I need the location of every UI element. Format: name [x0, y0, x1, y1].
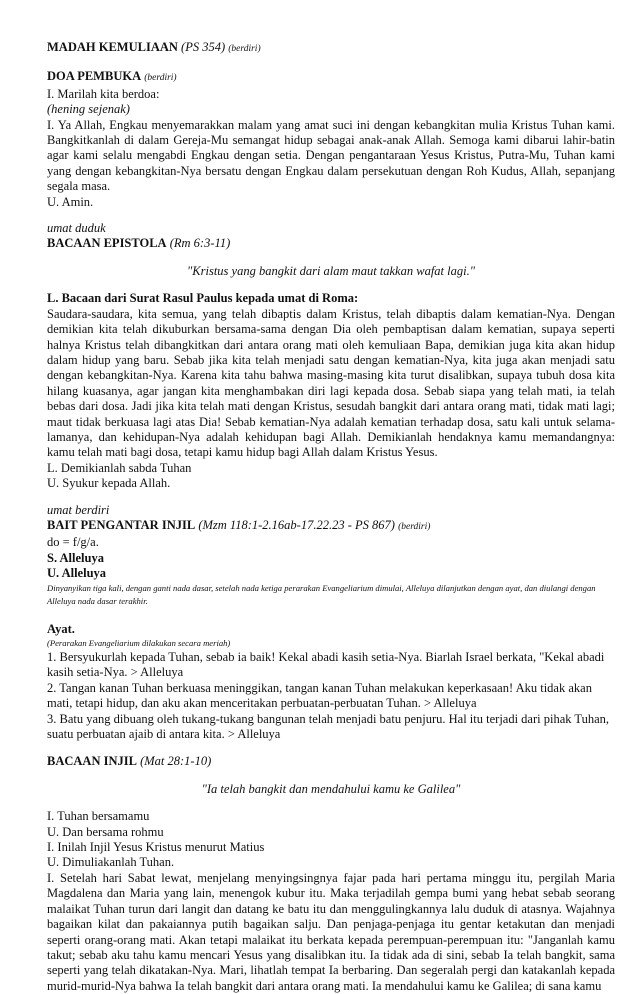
ayat-verse-2: 2. Tangan kanan Tuhan berkuasa meninggikan, tangan kanan Tuhan melakukan keperkasaan! Aku tidak akan mati, tetapi hidup, dan aku akan menceritakan perbuatan-perbuatan Tuhan. > Alleluya	[47, 680, 592, 711]
doa-invite: I. Marilah kita berdoa:	[47, 86, 160, 101]
injil-title: BACAAN INJIL	[47, 754, 137, 769]
ayat-verse-1: 1. Bersyukurlah kepada Tuhan, sebab ia baik! Kekal abadi kasih setia-Nya. Biarlah Israel berkata, "Kekal abadi kasih setia-Nya. > Alleluya	[47, 650, 605, 680]
doa-note: (berdiri)	[144, 73, 177, 84]
epistola-header	[47, 236, 615, 251]
bait-u: U. Alleluya	[47, 566, 107, 581]
epistola-heading: L. Bacaan dari Surat Rasul Paulus kepada umat di Roma:	[47, 291, 359, 306]
madah-title: MADAH KEMULIAAN	[47, 40, 178, 54]
doa-silence: (hening sejenak)	[47, 102, 130, 117]
doa-prayer: I. Ya Allah, Engkau menyemarakkan malam yang amat suci ini dengan kebangkitan mulia Kristus Tuhan kami. Bangkitkanlah di dalam Gereja-Mu semangat hidup sebagai anak-anak Allah. Semoga kami dibarui lahir-batin agar kami selalu mengabdi Engkau dengan setia. Dengan pengantaraan Yesus Kristus, Putra-Mu, Tuhan kami yang dengan kebangkitan-Nya bersatu dengan Engkau dalam persekutuan dengan Roh Kudus, Allah, sepanjang segala masa.	[47, 117, 615, 194]
injil-line-4: U. Dimuliakanlah Tuhan.	[47, 855, 175, 870]
epistola-posture: umat duduk	[47, 221, 106, 236]
madah-header	[47, 40, 615, 57]
bait-note: (berdiri)	[398, 521, 431, 532]
madah-ref: (PS 354)	[181, 40, 226, 54]
madah-note: (berdiri)	[228, 44, 261, 54]
bait-header	[47, 518, 615, 535]
injil-line-3: I. Inilah Injil Yesus Kristus menurut Matius	[47, 840, 265, 855]
bait-ref: (Mzm 118:1-2.16ab-17.22.23 - PS 867)	[198, 517, 395, 532]
injil-ref: (Mat 28:1-10)	[140, 754, 212, 769]
bait-instruction: Dinyanyikan tiga kali, dengan ganti nada dasar, setelah nada ketiga perarakan Evangeliarium dimulai, Alleluya dilanjutkan dengan ayat, dan diulangi dengan Alleluya nada dasar terakhir.	[47, 582, 596, 606]
epistola-text: Saudara-saudara, kita semua, yang telah dibaptis dalam Kristus, telah dibaptis dalam kematian-Nya. Dengan demikian kita telah dikuburkan bersama-sama dengan Dia oleh pembaptisan dalam kematian, supaya seperti halnya Kristus telah dibangkitkan dari antara orang mati oleh kemuliaan Bapa, demikian juga kita akan hidup dalam hidup yang baru. Sebab jika kita telah menjadi satu dengan kematian-Nya, kita juga akan menjadi satu dengan kebangkitan-Nya. Karena kita tahu bahwa masing-masing kita turut disalibkan, supaya tubuh dosa kita hilang kuasanya, agar jangan kita menghambakan diri lagi kepada dosa. Sebab siapa yang telah mati, ia telah bebas dari dosa. Jadi jika kita telah mati dengan Kristus, sesudah bangkit dari antara orang mati, tidak mati lagi; maut tidak berkuasa lagi atas Dia! Sebab kematian-Nya adalah kematian terhadap dosa, satu kali untuk selama-lamanya, dan kehidupan-Nya adalah kehidupan bagi Allah. Demikianlah hendaknya kamu memandangnya: kamu telah mati bagi dosa, tetapi kamu hidup bagi Allah dalam Kristus Yesus.	[47, 306, 615, 460]
ayat-verse-3: 3. Batu yang dibuang oleh tukang-tukang bangunan telah menjadi batu penjuru. Hal itu terjadi dari pihak Tuhan, suatu perbuatan ajaib di antara kita. > Alleluya	[47, 711, 610, 742]
injil-header	[47, 754, 615, 769]
injil-theme: "Ia telah bangkit dan mendahului kamu ke Galilea"	[201, 781, 461, 796]
ayat-title: Ayat.	[47, 621, 75, 636]
injil-line-1: I. Tuhan bersamamu	[47, 809, 150, 824]
doa-amen: U. Amin.	[47, 194, 94, 209]
bait-title: BAIT PENGANTAR INJIL	[47, 517, 196, 532]
epistola-closing-u: U. Syukur kepada Allah.	[47, 476, 171, 491]
doa-title: DOA PEMBUKA	[47, 69, 142, 84]
bait-posture: umat berdiri	[47, 502, 110, 517]
epistola-closing-l: L. Demikianlah sabda Tuhan	[47, 460, 192, 475]
epistola-ref: (Rm 6:3-11)	[169, 236, 231, 251]
injil-text: I. Setelah hari Sabat lewat, menjelang menyingsingnya fajar pada hari pertama minggu itu, pergilah Maria Magdalena dan Maria yang lain, menengok kubur itu. Maka terjadilah gempa bumi yang hebat sebab seorang malaikat Tuhan turun dari langit dan datang ke batu itu dan menggulingkannya lalu duduk di atasnya. Wajahnya bagaikan kilat dan pakaiannya putih bagaikan salju. Dan penjaga-penjaga itu gentar ketakutan dan menjadi seperti orang-orang mati. Akan tetapi malaikat itu berkata kepada perempuan-perempuan itu: "Janganlah kamu takut; sebab aku tahu kamu mencari Yesus yang disalibkan itu. Ia tidak ada di sini, sebab Ia telah bangkit, sama seperti yang telah dikatakan-Nya. Mari, lihatlah tempat Ia berbaring. Dan segeralah pergi dan katakanlah kepada murid-murid-Nya bahwa Ia telah bangkit dari antara orang mati. Ia mendahului kamu ke Galilea; di sana kamu	[47, 870, 615, 993]
injil-line-2: U. Dan bersama rohmu	[47, 824, 164, 839]
bait-key: do = f/g/a.	[47, 535, 99, 550]
doa-header	[47, 69, 615, 86]
epistola-title: BACAAN EPISTOLA	[47, 236, 167, 251]
epistola-theme: "Kristus yang bangkit dari alam maut takkan wafat lagi."	[187, 263, 475, 278]
liturgy-page	[47, 40, 615, 994]
bait-s: S. Alleluya	[47, 550, 104, 565]
ayat-note: (Perarakan Evangeliarium dilakukan secara meriah)	[47, 638, 231, 648]
